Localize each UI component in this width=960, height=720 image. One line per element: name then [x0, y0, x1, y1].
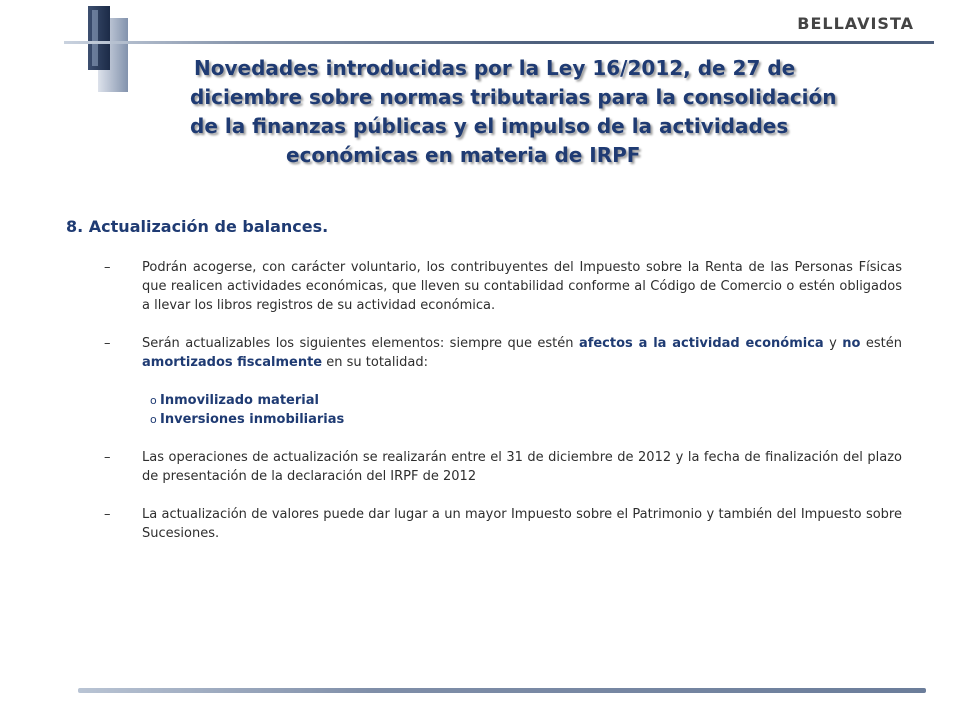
title-line-3: de la finanzas públicas y el impulso de la actividades: [190, 114, 789, 138]
sub-item-label-1: Inmovilizado material: [160, 393, 319, 408]
circle-bullet: o: [150, 413, 157, 426]
bullet-item-1: [104, 258, 902, 315]
logo-mark-icon: [84, 4, 134, 94]
bullet-item-2: [104, 334, 902, 372]
dash-marker: –: [104, 450, 111, 465]
title-line-2: diciembre sobre normas tributarias para la consolidación: [190, 85, 837, 109]
dash-marker: –: [104, 336, 111, 351]
dash-marker: –: [104, 507, 111, 522]
bullet-text-3: Las operaciones de actualización se realizarán entre el 31 de diciembre de 2012 y la fecha de finalización del plazo de presentación de la declaración del IRPF de 2012: [142, 450, 902, 484]
bullet-text-2d: en su totalidad:: [322, 355, 428, 370]
sub-item-label-2: Inversiones inmobiliarias: [160, 412, 345, 427]
bullet-item-4: [104, 505, 902, 543]
bullet-emph-afectos: afectos a la actividad económica: [578, 336, 824, 351]
sub-item-2: [104, 410, 902, 429]
bullet-item-3: [104, 448, 902, 486]
dash-marker: –: [104, 260, 111, 275]
bullet-emph-no: no: [842, 336, 861, 351]
header-rule: [64, 41, 934, 44]
footer-rule: [78, 688, 926, 693]
bullet-text-4: La actualización de valores puede dar lugar a un mayor Impuesto sobre el Patrimonio y también del Impuesto sobre Sucesiones.: [142, 507, 902, 541]
sub-item-1: [104, 391, 902, 410]
bullet-text-2c: estén: [860, 336, 902, 351]
section-heading: 8. Actualización de balances.: [66, 217, 329, 236]
bullet-emph-amortizados: amortizados fiscalmente: [142, 355, 323, 370]
bullet-text-1: Podrán acogerse, con carácter voluntario, los contribuyentes del Impuesto sobre la Renta de las Personas Físicas que realicen actividades económicas, que lleven su contabilidad conforme al Código de Comercio o estén obligados a llevar los libros registros de su actividad económica.: [142, 260, 902, 313]
bullet-text-2b: y: [823, 336, 843, 351]
content-body: [104, 258, 902, 543]
circle-bullet: o: [150, 394, 157, 407]
bullet-text-2a: Serán actualizables los siguientes elementos: siempre que estén: [142, 336, 579, 351]
title-line-4: económicas en materia de IRPF: [286, 143, 641, 167]
brand-name: BELLAVISTA: [797, 14, 914, 33]
title-line-1: Novedades introducidas por la Ley 16/2012, de 27 de: [194, 56, 796, 80]
page-title: [150, 54, 930, 170]
